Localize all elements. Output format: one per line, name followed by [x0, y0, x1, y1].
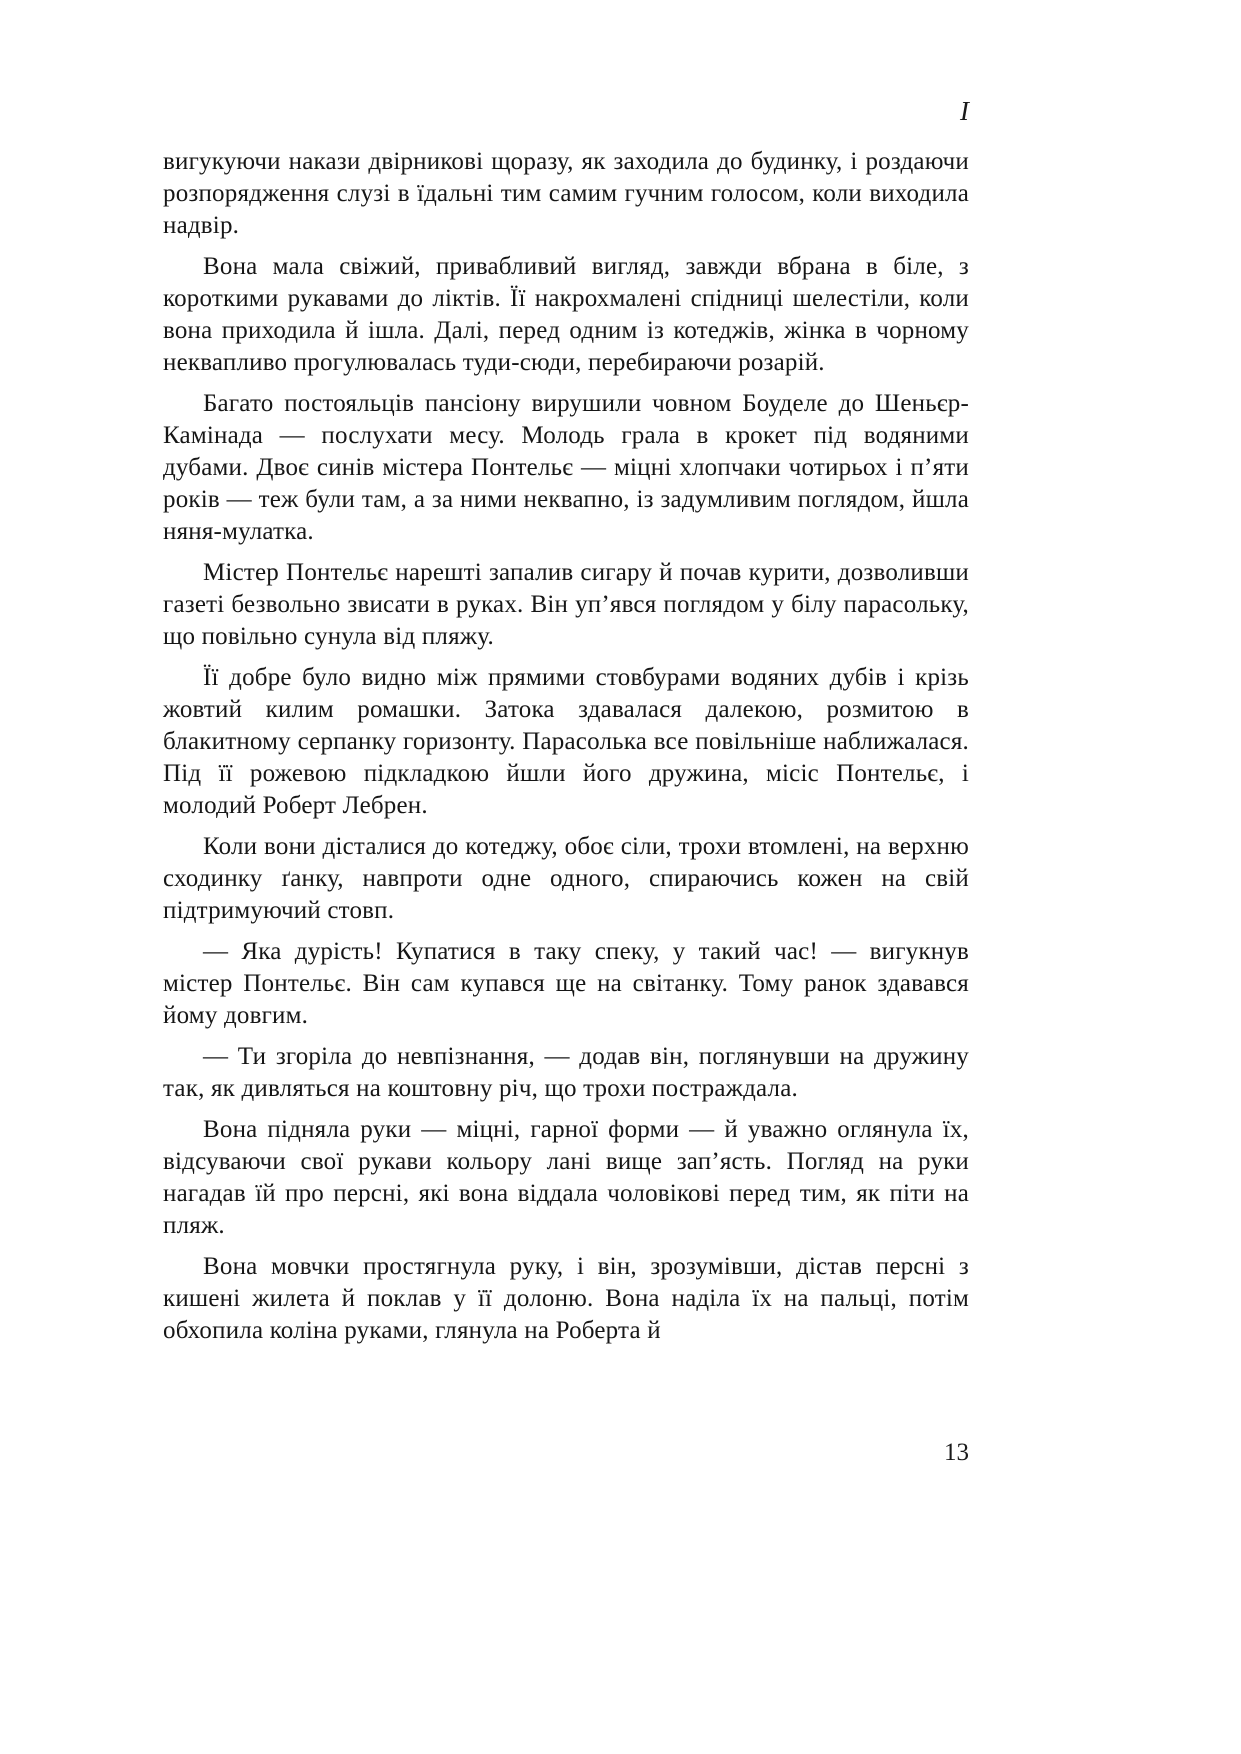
- paragraph: Містер Понтельє нарешті запалив сигару й почав курити, дозволивши газеті безвольно звисати в руках. Він уп’явся поглядом у білу парасольку, що повільно сунула від пляжу.: [163, 559, 969, 650]
- paragraph: — Яка дурість! Купатися в таку спеку, у такий час! — вигукнув містер Понтельє. Він сам купався ще на світанку. Тому ранок здавався йому довгим.: [163, 938, 969, 1029]
- text-block: [163, 146, 969, 1356]
- paragraph: — Ти згоріла до невпізнання, — додав він, поглянувши на дружину так, як дивляться на коштовну річ, що трохи постраждала.: [163, 1043, 969, 1102]
- paragraph: Її добре було видно між прямими стовбурами водяних дубів і крізь жовтий килим ромашки. Затока здавалася далекою, розмитою в блакитному серпанку горизонту. Парасолька все повільніше наближалася. Під її рожевою підкладкою йшли його дружина, місіс Понтельє, і молодий Роберт Лебрен.: [163, 664, 969, 819]
- chapter-numeral: І: [960, 96, 969, 126]
- paragraph: Коли вони дісталися до котеджу, обоє сіли, трохи втомлені, на верхню сходинку ґанку, навпроти одне одного, спираючись кожен на свій підтримуючий стовп.: [163, 833, 969, 924]
- paragraph: Вона мовчки простягнула руку, і він, зрозумівши, дістав персні з кишені жилета й поклав у її долоню. Вона наділа їх на пальці, потім обхопила коліна руками, глянула на Роберта й: [163, 1253, 969, 1344]
- paragraph: Вона підняла руки — міцні, гарної форми — й уважно оглянула їх, відсуваючи свої рукави кольору лані вище зап’ясть. Погляд на руки нагадав їй про персні, які вона віддала чоловікові перед тим, як піти на пляж.: [163, 1116, 969, 1239]
- page-number: 13: [944, 1439, 969, 1466]
- paragraph: Багато постояльців пансіону вирушили човном Боуделе до Шеньєр-Камінада — послухати месу. Молодь грала в крокет під водяними дубами. Двоє синів містера Понтельє — міцні хлопчаки чотирьох і п’яти років — теж були там, а за ними неквапно, із задумливим поглядом, йшла няня-мулатка.: [163, 390, 969, 545]
- paragraph: Вона мала свіжий, привабливий вигляд, завжди вбрана в біле, з короткими рукавами до ліктів. Її накрохмалені спідниці шелестіли, коли вона приходила й ішла. Далі, перед одним із котеджів, жінка в чорному неквапливо прогулювалась туди-сюди, перебираючи розарій.: [163, 253, 969, 376]
- paragraph: вигукуючи накази двірникові щоразу, як заходила до будинку, і роздаючи розпорядження слузі в їдальні тим самим гучним голосом, коли виходила надвір.: [163, 148, 969, 239]
